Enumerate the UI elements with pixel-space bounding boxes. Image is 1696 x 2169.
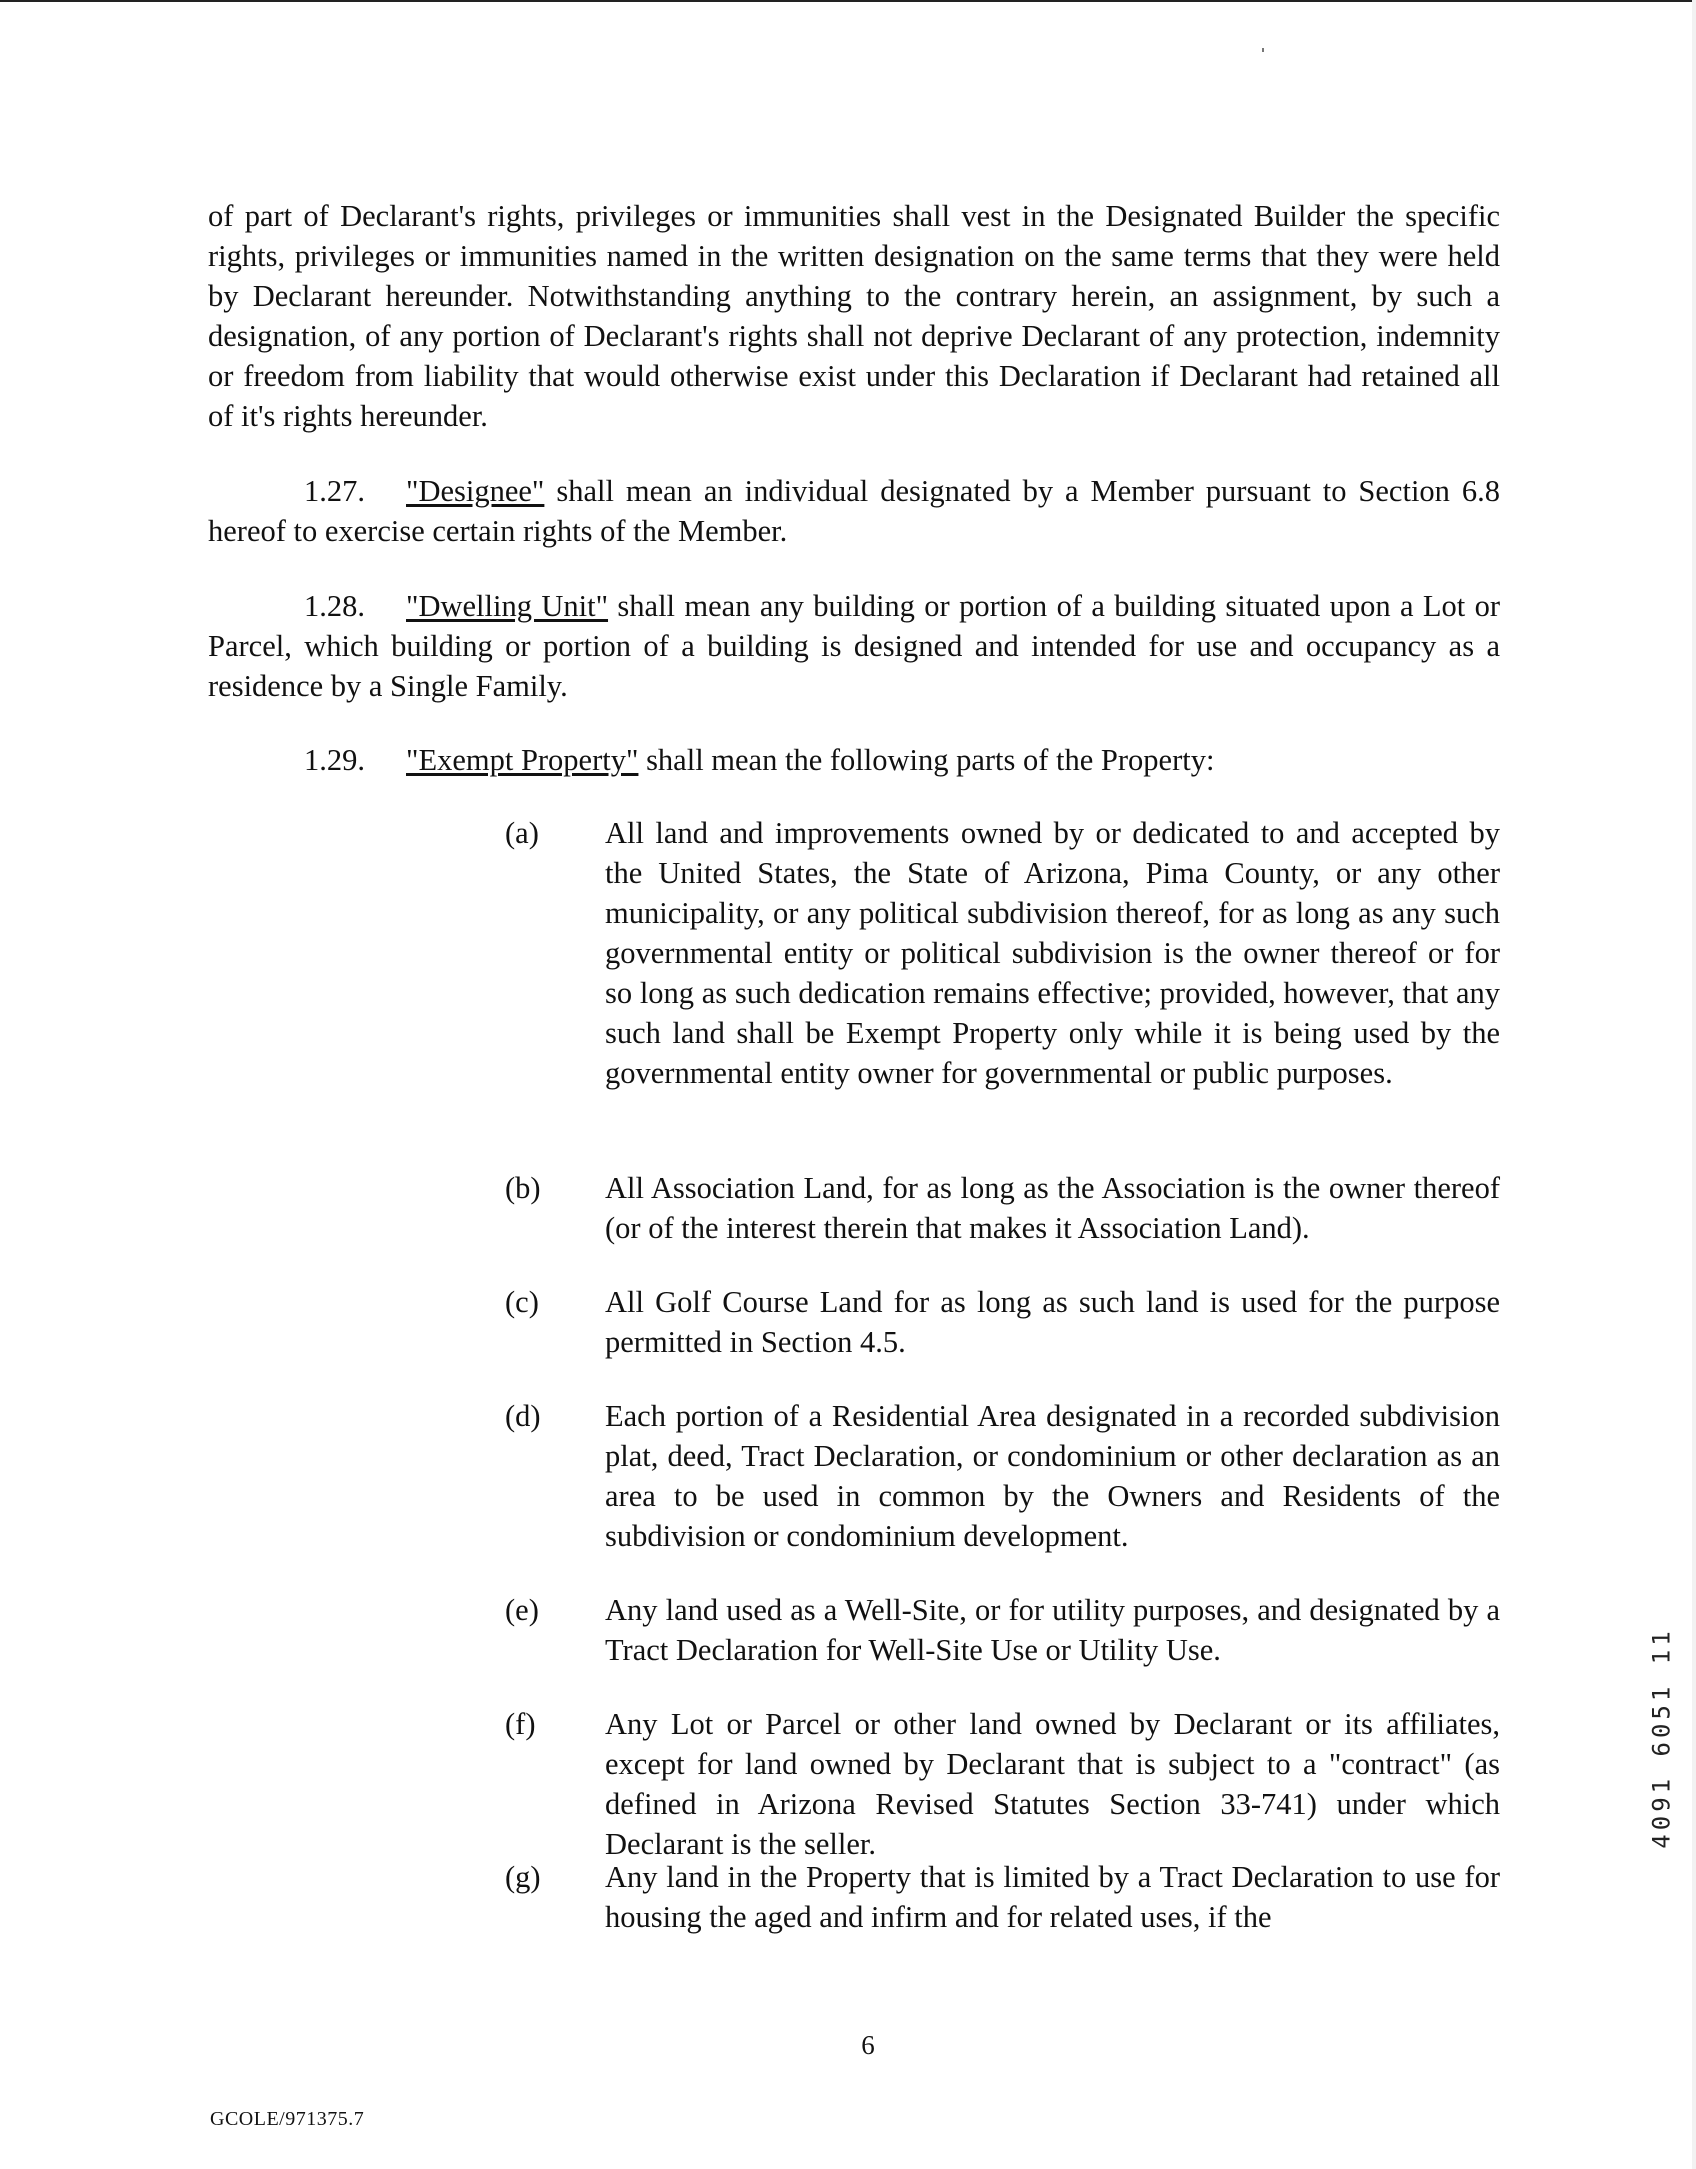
item-text: Each portion of a Residential Area designated in a recorded subdivision plat, deed, Tract Declaration, or condominium or other declaration as an area to be used in common by the Owners and Residents of the subdivision or condominium development. [605,1399,1500,1553]
item-label: (c) [505,1285,539,1319]
item-label: (b) [505,1171,541,1205]
section-number: 1.29. [304,743,365,777]
section-1-27 [208,471,1500,551]
item-text: All Association Land, for as long as the Association is the owner thereof (or of the interest therein that makes it Association Land). [605,1171,1500,1245]
section-text: shall mean any building or portion of a building situated upon a Lot or Parcel, which building or portion of a building is designed and intended for use and occupancy as a residence by a Single Family. [208,589,1501,703]
item-label: (f) [505,1707,536,1741]
stamp-text: 4091 6051 11 [1648,1627,1677,1849]
item-text: Any land used as a Well-Site, or for utility purposes, and designated by a Tract Declaration for Well-Site Use or Utility Use. [605,1593,1500,1667]
section-number: 1.28. [304,589,365,623]
section-1-29 [208,740,1500,780]
defined-term: "Designee" [406,474,545,508]
section-text: shall mean an individual designated by a Member pursuant to Section 6.8 hereof to exercise certain rights of the Member. [208,474,1500,548]
scan-edge [1692,0,1696,2169]
item-label: (e) [505,1593,539,1627]
item-label: (g) [505,1860,541,1894]
section-text: shall mean the following parts of the Property: [638,743,1215,777]
scan-speck [1262,48,1264,52]
section-number: 1.27. [304,474,365,508]
page-number: 6 [861,2030,875,2060]
footer-document-id: GCOLE/971375.7 [210,2108,365,2130]
intro-paragraph: of part of Declarant's rights, privileges or immunities shall vest in the Designated Builder the specific rights, privileges or immunities named in the written designation on the same terms that they were held by Declarant hereunder. Notwithstanding anything to the contrary herein, an assignment, by such a designation, of any portion of Declarant's rights shall not deprive Declarant of any protection, indemnity or freedom from liability that would otherwise exist under this Declaration if Declarant had retained all of it's rights hereunder. [208,199,1500,433]
item-label: (d) [505,1399,541,1433]
top-border [0,0,1696,2]
item-text: Any Lot or Parcel or other land owned by Declarant or its affiliates, except for land owned by Declarant that is subject to a "contract" (as defined in Arizona Revised Statutes Section 33-741) under which Declarant is the seller. [605,1707,1500,1861]
defined-term: "Exempt Property" [406,743,639,777]
item-text: Any land in the Property that is limited by a Tract Declaration to use for housing the aged and infirm and for related uses, if the [605,1860,1500,1934]
item-label: (a) [505,816,539,850]
defined-term: "Dwelling Unit" [406,589,609,623]
side-recording-stamp [1642,1588,1682,1888]
item-text: All Golf Course Land for as long as such land is used for the purpose permitted in Section 4.5. [605,1285,1500,1359]
item-text: All land and improvements owned by or dedicated to and accepted by the United States, the State of Arizona, Pima County, or any other municipality, or any political subdivision thereof, for as long as any such governmental entity or political subdivision is the owner thereof or for so long as such dedication remains effective; provided, however, that any such land shall be Exempt Property only while it is being used by the governmental entity owner for governmental or public purposes. [605,816,1500,1090]
section-1-28 [208,586,1500,706]
